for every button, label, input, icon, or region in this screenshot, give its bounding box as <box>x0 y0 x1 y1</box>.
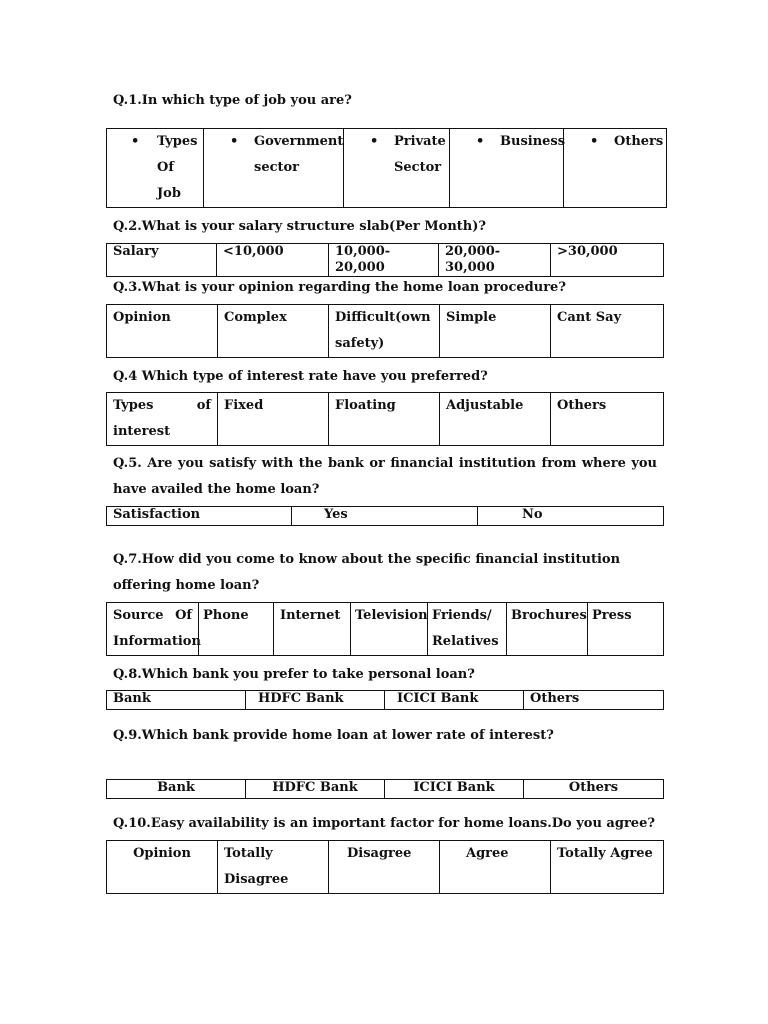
table-interest-rate <box>106 392 664 446</box>
cell-opinion-label: Opinion <box>107 305 218 358</box>
cell-bank-option: ICICI Bank <box>385 780 524 799</box>
cell-bank-option: ICICI Bank <box>385 691 524 710</box>
cell-agree-option: Agree <box>440 841 551 894</box>
bullet-icon: • <box>590 134 599 149</box>
cell-source-option: Brochures <box>507 603 588 656</box>
table-salary <box>106 243 664 277</box>
cell-source-option: Television <box>351 603 428 656</box>
cell-interest-option: Adjustable <box>440 393 551 446</box>
cell-satisfaction-label: Satisfaction <box>107 507 292 526</box>
cell-source-label: Source Of Information <box>107 603 199 656</box>
question-1: Q.1.In which type of job you are? <box>113 93 352 108</box>
cell-bank-option: HDFC Bank <box>246 780 385 799</box>
cell-source-option: Phone <box>199 603 274 656</box>
cell-others: • Others <box>564 129 667 208</box>
question-5: Q.5. Are you satisfy with the bank or financial institution from where you have availed the home loan? <box>113 456 657 497</box>
cell-salary-option: 10,000-20,000 <box>329 244 439 277</box>
bullet-icon: • <box>230 134 239 149</box>
bullet-icon: • <box>476 134 485 149</box>
question-2: Q.2.What is your salary structure slab(Per Month)? <box>113 219 487 234</box>
cell-salary-label: Salary <box>107 244 217 277</box>
cell-interest-option: Others <box>551 393 664 446</box>
cell-bank-option: Others <box>524 691 664 710</box>
question-7: Q.7.How did you come to know about the specific financial institution offering home loan? <box>113 552 621 593</box>
cell-government-sector: • Government sector <box>204 129 344 208</box>
table-availability-opinion <box>106 840 664 894</box>
question-10: Q.10.Easy availability is an important factor for home loans.Do you agree? <box>113 816 655 831</box>
bullet-icon: • <box>131 134 140 149</box>
cell-interest-option: Floating <box>329 393 440 446</box>
question-4: Q.4 Which type of interest rate have you preferred? <box>113 369 488 384</box>
table-opinion-procedure <box>106 304 664 358</box>
cell-source-option: Press <box>588 603 664 656</box>
cell-source-option: Internet <box>274 603 351 656</box>
table-home-loan-bank <box>106 779 664 799</box>
cell-interest-option: Fixed <box>218 393 329 446</box>
table-personal-loan-bank <box>106 690 664 710</box>
cell-salary-option: <10,000 <box>217 244 329 277</box>
cell-bank-label: Bank <box>107 780 246 799</box>
table-information-source <box>106 602 664 656</box>
cell-satisfaction-option: No <box>478 507 664 526</box>
cell-business: • Business <box>450 129 564 208</box>
cell-types-of-job: • Types Of Job <box>107 129 204 208</box>
cell-agree-option: Totally Agree <box>551 841 664 894</box>
cell-source-option: Friends/ Relatives <box>428 603 507 656</box>
table-job-type <box>106 128 667 208</box>
table-satisfaction <box>106 506 664 526</box>
question-8: Q.8.Which bank you prefer to take personal loan? <box>113 667 475 682</box>
cell-opinion-option: Cant Say <box>551 305 664 358</box>
cell-opinion-option: Simple <box>440 305 551 358</box>
cell-opinion-option: Difficult(own safety) <box>329 305 440 358</box>
cell-opinion-option: Complex <box>218 305 329 358</box>
cell-bank-option: Others <box>524 780 664 799</box>
question-9: Q.9.Which bank provide home loan at lower rate of interest? <box>113 728 554 743</box>
cell-satisfaction-option: Yes <box>292 507 478 526</box>
cell-interest-label: Types of interest <box>107 393 218 446</box>
cell-salary-option: 20,000-30,000 <box>439 244 551 277</box>
cell-agree-label: Opinion <box>107 841 218 894</box>
question-3: Q.3.What is your opinion regarding the home loan procedure? <box>113 280 566 295</box>
cell-agree-option: Totally Disagree <box>218 841 329 894</box>
cell-bank-option: HDFC Bank <box>246 691 385 710</box>
bullet-icon: • <box>370 134 379 149</box>
cell-agree-option: Disagree <box>329 841 440 894</box>
cell-private-sector: • Private Sector <box>344 129 450 208</box>
cell-bank-label: Bank <box>107 691 246 710</box>
cell-salary-option: >30,000 <box>551 244 664 277</box>
